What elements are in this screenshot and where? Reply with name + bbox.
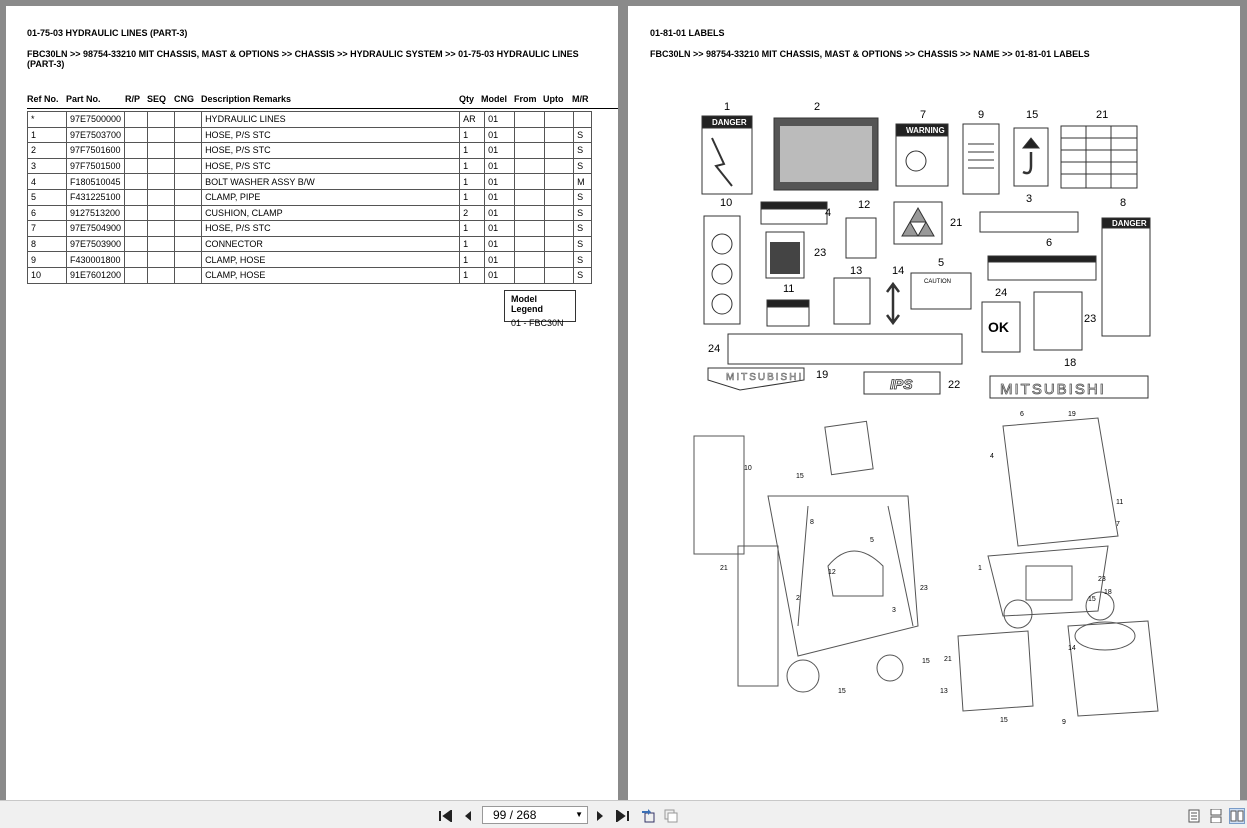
figure-callout: 14 xyxy=(1068,645,1076,652)
legend-title: Model Legend xyxy=(511,294,544,314)
brand-text-18: MITSUBISHI xyxy=(1000,381,1106,398)
cell-rp xyxy=(125,267,148,283)
cell-model: 01 xyxy=(485,236,515,252)
parts-table xyxy=(27,111,592,284)
figure-callout: 5 xyxy=(870,537,874,544)
cell-model: 01 xyxy=(485,143,515,159)
figure-callout: 1 xyxy=(978,565,982,572)
figure-callout: 12 xyxy=(828,569,836,576)
cell-desc: CLAMP, PIPE xyxy=(202,189,460,205)
figure-callout: 11 xyxy=(1116,499,1124,506)
cell-seq xyxy=(148,127,175,143)
cell-ref: 3 xyxy=(28,158,67,174)
figure-callout: 8 xyxy=(810,519,814,526)
cell-upto xyxy=(545,158,574,174)
cell-rp xyxy=(125,221,148,237)
cell-rp xyxy=(125,112,148,128)
cell-from xyxy=(515,189,545,205)
cell-part: 97E7500000 xyxy=(67,112,125,128)
cell-ref: 10 xyxy=(28,267,67,283)
cell-qty: 1 xyxy=(460,236,485,252)
cell-upto xyxy=(545,267,574,283)
table-row xyxy=(28,221,592,237)
cell-desc: CUSHION, CLAMP xyxy=(202,205,460,221)
col-cng: CNG xyxy=(174,94,194,104)
cell-ref: 2 xyxy=(28,143,67,159)
danger-text-8: DANGER xyxy=(1112,219,1147,228)
breadcrumb: FBC30LN >> 98754-33210 MIT CHASSIS, MAST & OPTIONS >> CHASSIS >> NAME >> 01-81-01 LABELS xyxy=(650,49,1090,59)
cell-seq xyxy=(148,158,175,174)
cell-cng xyxy=(175,236,202,252)
col-part: Part No. xyxy=(66,94,101,104)
figure-callout: 21 xyxy=(720,565,728,572)
label-callout: 14 xyxy=(892,265,905,277)
go-back-view-icon[interactable] xyxy=(640,808,656,824)
cell-desc: HOSE, P/S STC xyxy=(202,221,460,237)
cell-desc: BOLT WASHER ASSY B/W xyxy=(202,174,460,190)
cell-rp xyxy=(125,127,148,143)
cell-ref: 5 xyxy=(28,189,67,205)
breadcrumb xyxy=(27,49,579,69)
detail-views xyxy=(958,621,1158,716)
figure-callout: 15 xyxy=(1088,596,1096,603)
figure-callout: 15 xyxy=(796,473,804,480)
label-8 xyxy=(1102,218,1150,336)
cell-cng xyxy=(175,267,202,283)
cell-upto xyxy=(545,127,574,143)
cell-from xyxy=(515,267,545,283)
label-callout: 9 xyxy=(978,109,985,121)
cell-seq xyxy=(148,221,175,237)
label-callout: 4 xyxy=(825,207,832,219)
table-row xyxy=(28,236,592,252)
cell-desc: HOSE, P/S STC xyxy=(202,127,460,143)
label-callout: 24 xyxy=(708,343,721,355)
cell-qty: 1 xyxy=(460,143,485,159)
figure-callout: 6 xyxy=(1020,411,1024,418)
header-rule xyxy=(27,108,618,109)
page-indicator: 99 / 268 xyxy=(493,808,537,822)
figure-callout: 19 xyxy=(1068,411,1076,418)
cell-cng xyxy=(175,205,202,221)
cell-rp xyxy=(125,143,148,159)
cell-desc: CLAMP, HOSE xyxy=(202,267,460,283)
cell-part: F430001800 xyxy=(67,252,125,268)
cell-upto xyxy=(545,189,574,205)
cell-ref: 8 xyxy=(28,236,67,252)
cell-mr: S xyxy=(574,267,592,283)
cell-mr: S xyxy=(574,127,592,143)
cell-mr: S xyxy=(574,236,592,252)
label-callout: 1 xyxy=(724,101,731,113)
table-row xyxy=(28,158,592,174)
label-23-warning xyxy=(1034,292,1082,350)
cell-model: 01 xyxy=(485,174,515,190)
cell-mr: M xyxy=(574,174,592,190)
cell-from xyxy=(515,205,545,221)
figure-callout: 15 xyxy=(838,688,846,695)
cell-upto xyxy=(545,143,574,159)
cell-part: F180510045 xyxy=(67,174,125,190)
label-callout: 24 xyxy=(995,287,1008,299)
figure-callout: 23 xyxy=(1098,576,1106,583)
label-callout: 2 xyxy=(814,101,821,113)
cell-model: 01 xyxy=(485,127,515,143)
cell-from xyxy=(515,174,545,190)
cell-cng xyxy=(175,174,202,190)
cell-qty: 1 xyxy=(460,174,485,190)
single-page-view-icon[interactable] xyxy=(1186,808,1202,824)
label-callout: 5 xyxy=(938,257,945,269)
model-legend xyxy=(504,290,576,328)
cell-cng xyxy=(175,127,202,143)
col-model: Model xyxy=(481,94,507,104)
cell-mr: S xyxy=(574,252,592,268)
label-callout: 7 xyxy=(920,109,927,121)
forklift-rear-view xyxy=(988,418,1118,628)
breadcrumb-line: (PART-3) xyxy=(27,59,65,69)
figure-callout: 21 xyxy=(944,656,952,663)
figure-callout: 23 xyxy=(920,585,928,592)
cell-part: 91E7601200 xyxy=(67,267,125,283)
label-callout: 12 xyxy=(858,199,871,211)
label-callout: 11 xyxy=(783,283,795,295)
cell-from xyxy=(515,112,545,128)
cell-qty: 1 xyxy=(460,127,485,143)
first-page-icon[interactable] xyxy=(438,808,454,824)
figure-callout: 9 xyxy=(1062,719,1066,726)
cell-part: 97F7501500 xyxy=(67,158,125,174)
cell-cng xyxy=(175,221,202,237)
label-14 xyxy=(887,284,899,323)
label-callout: 6 xyxy=(1046,237,1053,249)
brand-text-19: MITSUBISHI xyxy=(726,372,804,383)
cell-upto xyxy=(545,205,574,221)
cell-seq xyxy=(148,205,175,221)
figure-callout: 18 xyxy=(1104,589,1112,596)
cell-qty: 1 xyxy=(460,267,485,283)
cell-cng xyxy=(175,158,202,174)
figure-callout: 10 xyxy=(744,465,752,472)
cell-cng xyxy=(175,143,202,159)
label-callout: 10 xyxy=(720,197,733,209)
cell-qty: AR xyxy=(460,112,485,128)
label-12 xyxy=(846,218,876,258)
cell-from xyxy=(515,221,545,237)
label-3 xyxy=(980,212,1078,232)
cell-seq xyxy=(148,252,175,268)
figure-callout: 4 xyxy=(990,453,994,460)
cell-model: 01 xyxy=(485,252,515,268)
last-page-icon[interactable] xyxy=(614,808,630,824)
label-10 xyxy=(704,216,740,324)
cell-ref: 9 xyxy=(28,252,67,268)
label-9 xyxy=(963,124,999,194)
figure-callout: 2 xyxy=(796,595,800,602)
col-mr: M/R xyxy=(572,94,589,104)
cell-seq xyxy=(148,143,175,159)
right-page xyxy=(628,6,1240,800)
cell-seq xyxy=(148,112,175,128)
ok-text: OK xyxy=(988,319,1009,335)
cell-seq xyxy=(148,267,175,283)
table-row xyxy=(28,252,592,268)
cell-upto xyxy=(545,252,574,268)
cell-upto xyxy=(545,236,574,252)
table-row xyxy=(28,267,592,283)
cell-mr xyxy=(574,112,592,128)
danger-text-1: DANGER xyxy=(712,118,747,127)
prev-page-icon[interactable] xyxy=(460,808,476,824)
table-row xyxy=(28,127,592,143)
figure-callout: 3 xyxy=(892,607,896,614)
cell-seq xyxy=(148,189,175,205)
label-callout: 22 xyxy=(948,379,961,391)
cell-part: 97E7503900 xyxy=(67,236,125,252)
cell-model: 01 xyxy=(485,221,515,237)
label-callout: 15 xyxy=(1026,109,1039,121)
col-ref: Ref No. xyxy=(27,94,59,104)
cell-ref: 7 xyxy=(28,221,67,237)
label-callout: 21 xyxy=(1096,109,1109,121)
cell-from xyxy=(515,252,545,268)
label-13 xyxy=(834,278,870,324)
cell-model: 01 xyxy=(485,205,515,221)
cell-qty: 1 xyxy=(460,158,485,174)
cell-rp xyxy=(125,252,148,268)
forklift-left-view xyxy=(694,421,918,692)
table-row xyxy=(28,174,592,190)
label-callout: 21 xyxy=(950,217,963,229)
continuous-view-icon[interactable] xyxy=(1208,808,1224,824)
next-page-icon[interactable] xyxy=(592,808,608,824)
cell-upto xyxy=(545,221,574,237)
figure-callout: 15 xyxy=(922,658,930,665)
cell-ref: * xyxy=(28,112,67,128)
cell-model: 01 xyxy=(485,158,515,174)
warning-text-7: WARNING xyxy=(906,126,945,135)
figure-callout: 15 xyxy=(1000,717,1008,724)
col-upto: Upto xyxy=(543,94,564,104)
label-callout: 19 xyxy=(816,369,829,381)
figure-callout: 7 xyxy=(1116,521,1120,528)
labels-diagram xyxy=(628,66,1240,786)
chevron-down-icon[interactable]: ▼ xyxy=(575,810,583,819)
table-row xyxy=(28,205,592,221)
cell-part: 9127513200 xyxy=(67,205,125,221)
cell-model: 01 xyxy=(485,189,515,205)
label-callout: 3 xyxy=(1026,193,1033,205)
viewer-toolbar xyxy=(0,800,1247,828)
label-24-strip xyxy=(728,334,962,364)
cell-cng xyxy=(175,189,202,205)
col-qty: Qty xyxy=(459,94,475,104)
cell-part: F431225100 xyxy=(67,189,125,205)
legend-entry: 01 - FBC30N xyxy=(511,318,564,328)
left-page xyxy=(6,6,618,800)
figure-callout: 13 xyxy=(940,688,948,695)
cell-desc: CONNECTOR xyxy=(202,236,460,252)
cell-cng xyxy=(175,112,202,128)
cell-ref: 6 xyxy=(28,205,67,221)
section-title: 01-75-03 HYDRAULIC LINES (PART-3) xyxy=(27,28,188,38)
cell-desc: HYDRAULIC LINES xyxy=(202,112,460,128)
cell-rp xyxy=(125,205,148,221)
label-callout: 13 xyxy=(850,265,863,277)
facing-pages-view-icon[interactable] xyxy=(1229,808,1245,824)
cell-qty: 1 xyxy=(460,221,485,237)
cell-rp xyxy=(125,189,148,205)
table-row xyxy=(28,112,592,128)
table-row xyxy=(28,189,592,205)
cell-part: 97E7503700 xyxy=(67,127,125,143)
page-number-input[interactable] xyxy=(482,806,588,824)
label-callout: 8 xyxy=(1120,197,1127,209)
col-from: From xyxy=(514,94,537,104)
go-forward-view-icon[interactable] xyxy=(663,808,679,824)
cell-mr: S xyxy=(574,221,592,237)
cell-rp xyxy=(125,236,148,252)
cell-ref: 1 xyxy=(28,127,67,143)
cell-mr: S xyxy=(574,205,592,221)
section-title: 01-81-01 LABELS xyxy=(650,28,725,38)
cell-from xyxy=(515,127,545,143)
cell-model: 01 xyxy=(485,267,515,283)
caution-text: CAUTION xyxy=(924,279,951,285)
cell-cng xyxy=(175,252,202,268)
col-seq: SEQ xyxy=(147,94,167,104)
cell-mr: S xyxy=(574,143,592,159)
col-rp: R/P xyxy=(125,94,141,104)
cell-mr: S xyxy=(574,158,592,174)
cell-from xyxy=(515,236,545,252)
cell-rp xyxy=(125,174,148,190)
col-desc: Description Remarks xyxy=(201,94,292,104)
cell-mr: S xyxy=(574,189,592,205)
cell-desc: HOSE, P/S STC xyxy=(202,158,460,174)
label-callout: 23 xyxy=(814,247,827,259)
cell-model: 01 xyxy=(485,112,515,128)
cell-part: 97F7501600 xyxy=(67,143,125,159)
cell-ref: 4 xyxy=(28,174,67,190)
cell-qty: 1 xyxy=(460,252,485,268)
cell-part: 97E7504900 xyxy=(67,221,125,237)
cell-qty: 2 xyxy=(460,205,485,221)
table-row xyxy=(28,143,592,159)
cell-upto xyxy=(545,174,574,190)
label-callout: 23 xyxy=(1084,313,1097,325)
label-21 xyxy=(1061,126,1137,188)
cell-seq xyxy=(148,174,175,190)
cell-upto xyxy=(545,112,574,128)
cell-rp xyxy=(125,158,148,174)
cell-seq xyxy=(148,236,175,252)
cell-from xyxy=(515,158,545,174)
label-callout: 18 xyxy=(1064,357,1077,369)
cell-from xyxy=(515,143,545,159)
cell-desc: HOSE, P/S STC xyxy=(202,143,460,159)
breadcrumb-line: FBC30LN >> 98754-33210 MIT CHASSIS, MAST & OPTIONS >> CHASSIS >> HYDRAULIC SYSTEM >> 01-75-03 HYDRAULIC LINES xyxy=(27,49,579,59)
ips-text: IPS xyxy=(890,376,913,392)
cell-desc: CLAMP, HOSE xyxy=(202,252,460,268)
cell-qty: 1 xyxy=(460,189,485,205)
